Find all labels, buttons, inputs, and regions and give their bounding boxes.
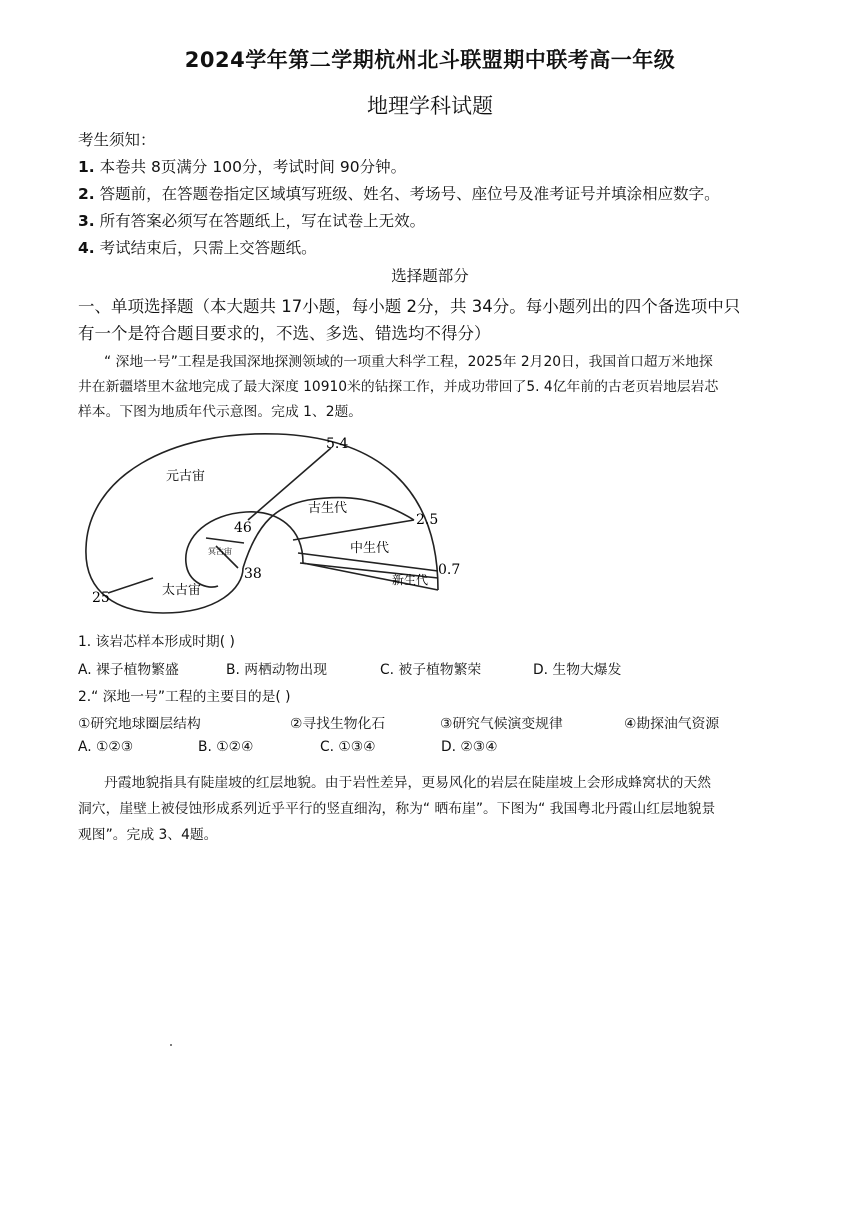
passage2-line-2: 洞穴，崖壁上被侵蚀形成系列近乎平行的竖直细沟，称为“ 晒布崖”。下图为“ 我国粤北丹霞山红层地貌景 <box>78 801 716 817</box>
boundary-2-5 <box>293 520 414 540</box>
notice-item-1 <box>78 155 406 177</box>
passage2-line-3: 观图”。完成 3、4题。 <box>78 827 218 843</box>
label-cenozoic: 新生代 <box>392 573 429 587</box>
passage1-line-2: 井在新疆塔里木盆地完成了最大深度 10910米的钻探工作，并成功带回了5. 4亿年前的古老页岩地层岩芯 <box>78 379 719 395</box>
geologic-time-diagram <box>78 428 461 618</box>
notice-heading: 考生须知： <box>78 131 156 149</box>
passage1-line-1: “ 深地一号”工程是我国深地探测领域的一项重大科学工程，2025年 2月20日，我国首口超万米地探 <box>104 354 713 370</box>
question-1-option-b[interactable]: B. 两栖动物出现 <box>226 662 328 678</box>
subject-title: 地理学科试题 <box>367 94 493 118</box>
notice-item-2-num: 2. <box>78 185 95 203</box>
question-2-item-2: ②寻找生物化石 <box>290 716 386 732</box>
boundary-hadean <box>206 538 244 543</box>
notice-item-4-text: 考试结束后，只需上交答题纸。 <box>99 239 317 257</box>
question-2-item-1: ①研究地球圈层结构 <box>78 716 201 732</box>
part-title: 选择题部分 <box>391 267 469 285</box>
label-hadean: 冥古宙 <box>208 547 232 556</box>
question-2-option-d[interactable]: D. ②③④ <box>441 739 498 755</box>
number-38: 38 <box>244 566 262 582</box>
question-2-stem: 2.“ 深地一号”工程的主要目的是( ) <box>78 689 291 705</box>
question-2-item-4: ④勘探油气资源 <box>624 716 720 732</box>
label-mesozoic: 中生代 <box>350 541 390 556</box>
number-5-4: 5.4 <box>326 436 349 452</box>
notice-item-1-num: 1. <box>78 158 95 176</box>
notice-item-1-text: 本卷共 8页满分 100分，考试时间 90分钟。 <box>99 158 407 176</box>
passage1-line-3: 样本。下图为地质年代示意图。完成 1、2题。 <box>78 404 363 420</box>
boundary-25 <box>108 578 153 593</box>
section-heading-line-1: 一、单项选择题（本大题共 17小题，每小题 2分，共 34分。每小题列出的四个备选项中只 <box>78 297 741 316</box>
passage2-line-1: 丹霞地貌指具有陡崖坡的红层地貌。由于岩性差异，更易风化的岩层在陡崖坡上会形成蜂窝状的天然 <box>104 775 712 791</box>
notice-item-4 <box>78 236 317 258</box>
question-2-option-c[interactable]: C. ①③④ <box>320 739 376 755</box>
number-25: 25 <box>92 590 110 606</box>
question-1-option-a[interactable]: A. 裸子植物繁盛 <box>78 662 179 678</box>
question-1-option-d[interactable]: D. 生物大爆发 <box>533 662 622 678</box>
stray-dot <box>170 1044 172 1046</box>
notice-item-3 <box>78 209 425 231</box>
notice-item-2-text: 答题前，在答题卷指定区域填写班级、姓名、考场号、座位号及准考证号并填涂相应数字。 <box>99 185 720 203</box>
section-heading-line-2: 有一个是符合题目要求的，不选、多选、错选均不得分） <box>78 324 491 343</box>
question-2-item-3: ③研究气候演变规律 <box>440 716 563 732</box>
spiral-outer-curve <box>86 434 438 613</box>
number-2-5: 2.5 <box>416 512 439 528</box>
exam-title: 2024学年第二学期杭州北斗联盟期中联考高一年级 <box>184 48 676 72</box>
question-1-stem: 1. 该岩芯样本形成时期( ) <box>78 634 235 650</box>
question-2-option-a[interactable]: A. ①②③ <box>78 739 134 755</box>
notice-item-3-num: 3. <box>78 212 95 230</box>
question-1-option-c[interactable]: C. 被子植物繁荣 <box>380 662 482 678</box>
number-46: 46 <box>234 520 252 536</box>
number-0-7: 0.7 <box>438 562 461 578</box>
label-paleozoic: 古生代 <box>308 501 348 516</box>
notice-item-2 <box>78 182 720 204</box>
question-2-option-b[interactable]: B. ①②④ <box>198 739 254 755</box>
label-proterozoic: 元古宙 <box>166 469 206 484</box>
notice-item-4-num: 4. <box>78 239 95 257</box>
label-archean: 太古宙 <box>162 583 202 598</box>
notice-item-3-text: 所有答案必须写在答题纸上，写在试卷上无效。 <box>99 212 426 230</box>
